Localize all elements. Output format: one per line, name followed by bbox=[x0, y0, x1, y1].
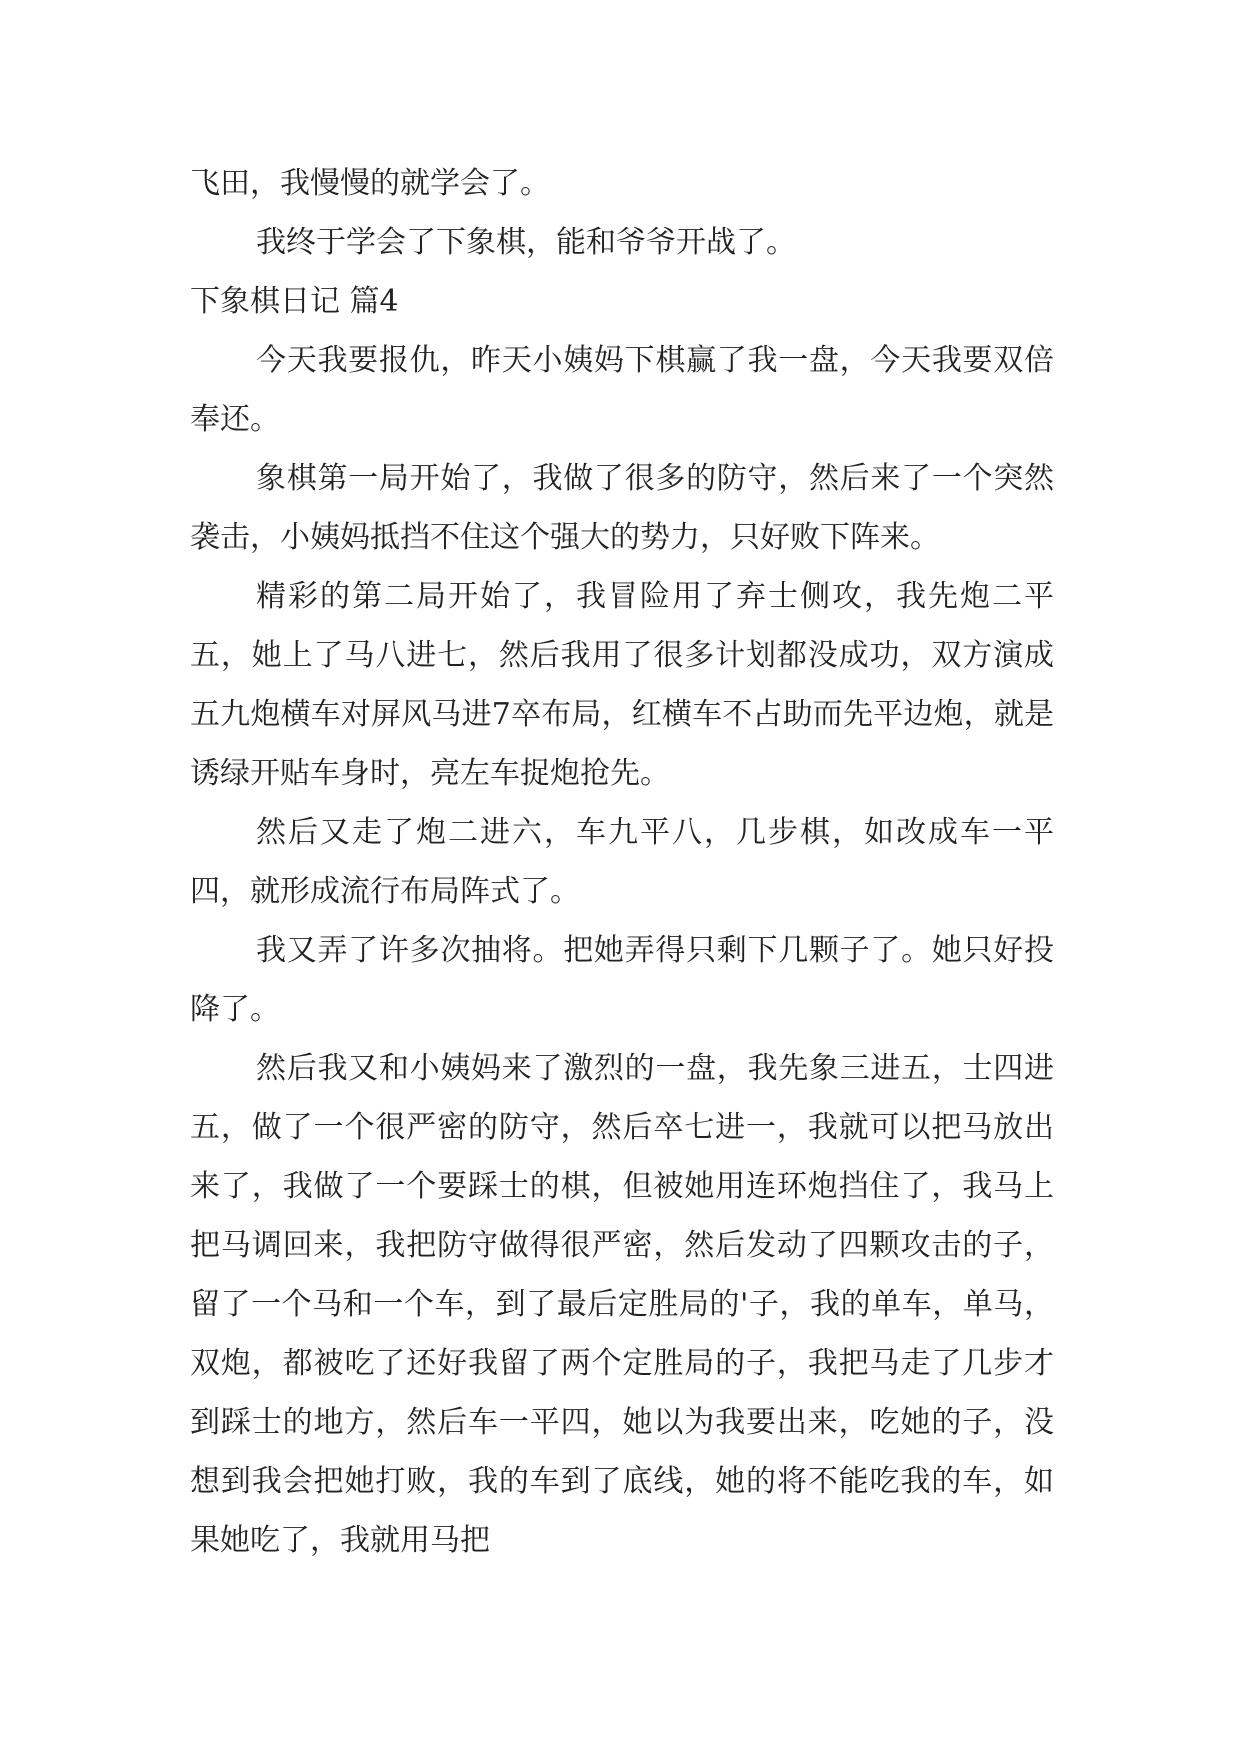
document-body bbox=[190, 154, 1054, 1570]
paragraph-continuation: 飞田，我慢慢的就学会了。 bbox=[190, 166, 550, 201]
paragraph: 我又弄了许多次抽将。把她弄得只剩下几颗子了。她只好投降了。 bbox=[190, 933, 1054, 1027]
paragraph: 精彩的第二局开始了，我冒险用了弃士侧攻，我先炮二平五，她上了马八进七，然后我用了很多计划都没成功，双方演成五九炮横车对屏风马进7卒布局，红横车不占助而先平边炮，就是诱绿开贴车身时，亮左车捉炮抢先。 bbox=[190, 579, 1054, 791]
paragraph: 然后又走了炮二进六，车九平八，几步棋，如改成车一平四，就形成流行布局阵式了。 bbox=[190, 815, 1054, 909]
paragraph: 象棋第一局开始了，我做了很多的防守，然后来了一个突然袭击，小姨妈抵挡不住这个强大的势力，只好败下阵来。 bbox=[190, 461, 1054, 555]
paragraph: 然后我又和小姨妈来了激烈的一盘，我先象三进五，士四进五，做了一个很严密的防守，然后卒七进一，我就可以把马放出来了，我做了一个要踩士的棋，但被她用连环炮挡住了，我马上把马调回来，我把防守做得很严密，然后发动了四颗攻击的子，留了一个马和一个车，到了最后定胜局的'子，我的单车，单马，双炮，都被吃了还好我留了两个定胜局的子，我把马走了几步才到踩士的地方，然后车一平四，她以为我要出来，吃她的子，没想到我会把她打败，我的车到了底线，她的将不能吃我的车，如果她吃了，我就用马把 bbox=[190, 1051, 1054, 1558]
paragraph: 我终于学会了下象棋，能和爷爷开战了。 bbox=[256, 225, 796, 260]
section-heading: 下象棋日记 篇4 bbox=[190, 284, 399, 319]
paragraph: 今天我要报仇，昨天小姨妈下棋赢了我一盘，今天我要双倍奉还。 bbox=[190, 343, 1054, 437]
